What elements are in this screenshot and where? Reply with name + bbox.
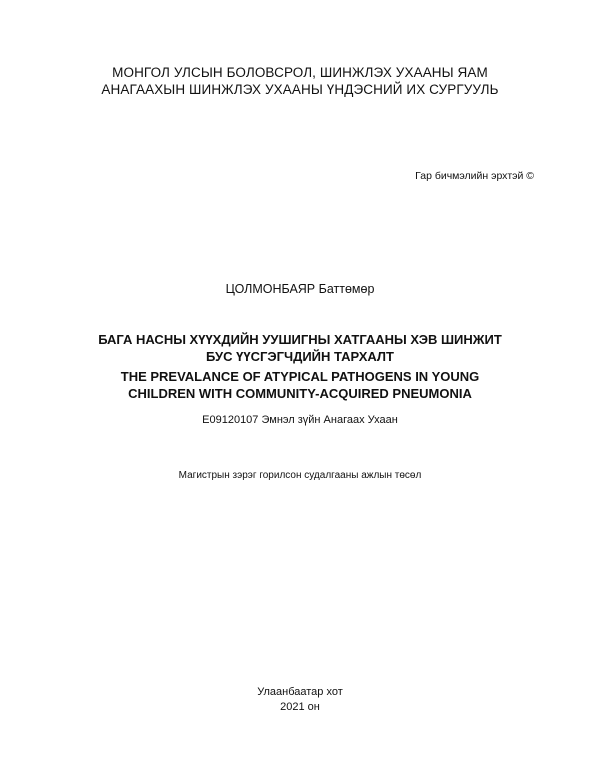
copyright-notice: Гар бичмэлийн эрхтэй ©	[415, 170, 534, 182]
thesis-purpose: Магистрын зэрэг горилсон судалгааны ажлын төсөл	[178, 470, 422, 481]
ministry-header	[0, 64, 600, 98]
title-mongolian	[0, 331, 600, 365]
city-name: Улаанбаатар хот	[257, 686, 343, 698]
title-english	[0, 368, 600, 402]
title-english-line-1: THE PREVALANCE OF ATYPICAL PATHOGENS IN YOUNG	[120, 369, 480, 384]
specialty-code: E09120107 Эмнэл зүйн Анагаах Ухаан	[202, 414, 398, 426]
title-english-line-2: CHILDREN WITH COMMUNITY-ACQUIRED PNEUMONIA	[128, 386, 472, 401]
ministry-line-1: МОНГОЛ УЛСЫН БОЛОВСРОЛ, ШИНЖЛЭХ УХААНЫ ЯАМ	[112, 65, 488, 80]
ministry-line-2: АНАГААХЫН ШИНЖЛЭХ УХААНЫ ҮНДЭСНИЙ ИХ СУРГУУЛЬ	[101, 82, 499, 97]
author-name: ЦОЛМОНБАЯР Баттөмөр	[225, 282, 375, 296]
year: 2021 он	[280, 701, 320, 713]
title-mongolian-line-1: БАГА НАСНЫ ХҮҮХДИЙН УУШИГНЫ ХАТГААНЫ ХЭВ ШИНЖИТ	[98, 332, 502, 347]
title-mongolian-line-2: БУС ҮҮСГЭГЧДИЙН ТАРХАЛТ	[206, 349, 394, 364]
